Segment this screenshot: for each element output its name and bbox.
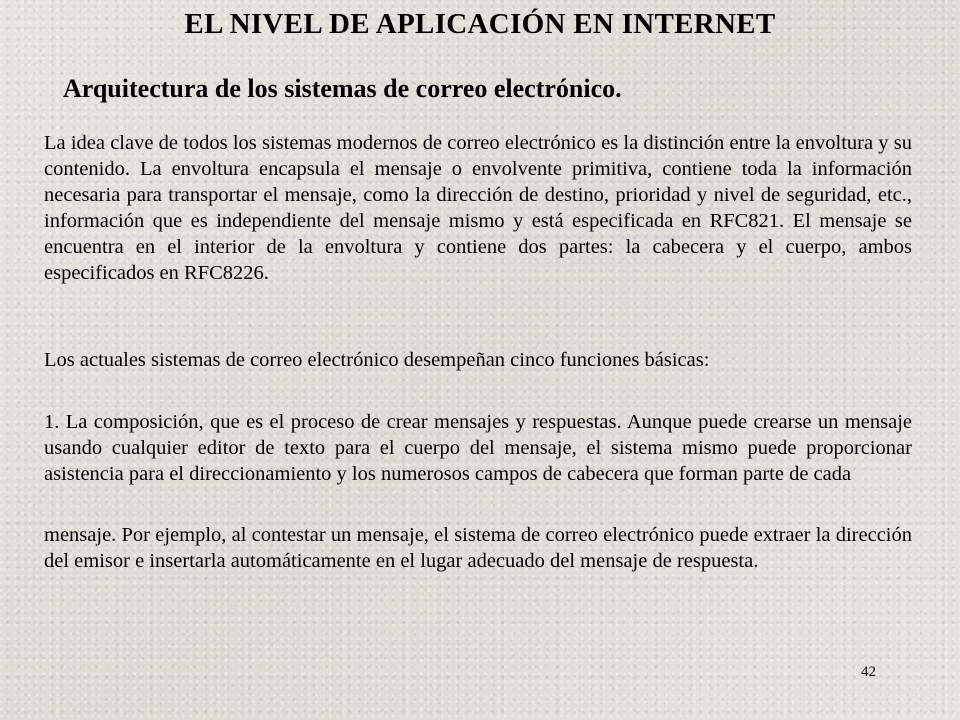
paragraph-composition-continued: mensaje. Por ejemplo, al contestar un mensaje, el sistema de correo electrónico puede extraer la dirección del emisor e insertarla automáticamente en el lugar adecuado del mensaje de respuesta.	[44, 524, 912, 572]
page-number: 42	[861, 664, 876, 680]
paragraph-functions-intro: Los actuales sistemas de correo electrónico desempeñan cinco funciones básicas:	[44, 349, 710, 371]
paragraph-envelope: La idea clave de todos los sistemas modernos de correo electrónico es la distinción entre la envoltura y su contenido. La envoltura encapsula el mensaje o envolvente primitiva, contiene toda la información necesaria para transportar el mensaje, como la dirección de destino, prioridad y nivel de seguridad, etc., información que es independiente del mensaje mismo y está especificada en RFC821. El mensaje se encuentra en el interior de la envoltura y contiene dos partes: la cabecera y el cuerpo, ambos especificados en RFC8226.	[44, 132, 912, 284]
slide-title: EL NIVEL DE APLICACIÓN EN INTERNET	[184, 8, 776, 40]
slide-subtitle: Arquitectura de los sistemas de correo electrónico.	[63, 74, 622, 103]
paragraph-composition: 1. La composición, que es el proceso de crear mensajes y respuestas. Aunque puede crearse un mensaje usando cualquier editor de texto para el cuerpo del mensaje, el sistema mismo puede proporcionar asistencia para el direccionamiento y los numerosos campos de cabecera que forman parte de cada	[44, 411, 912, 485]
